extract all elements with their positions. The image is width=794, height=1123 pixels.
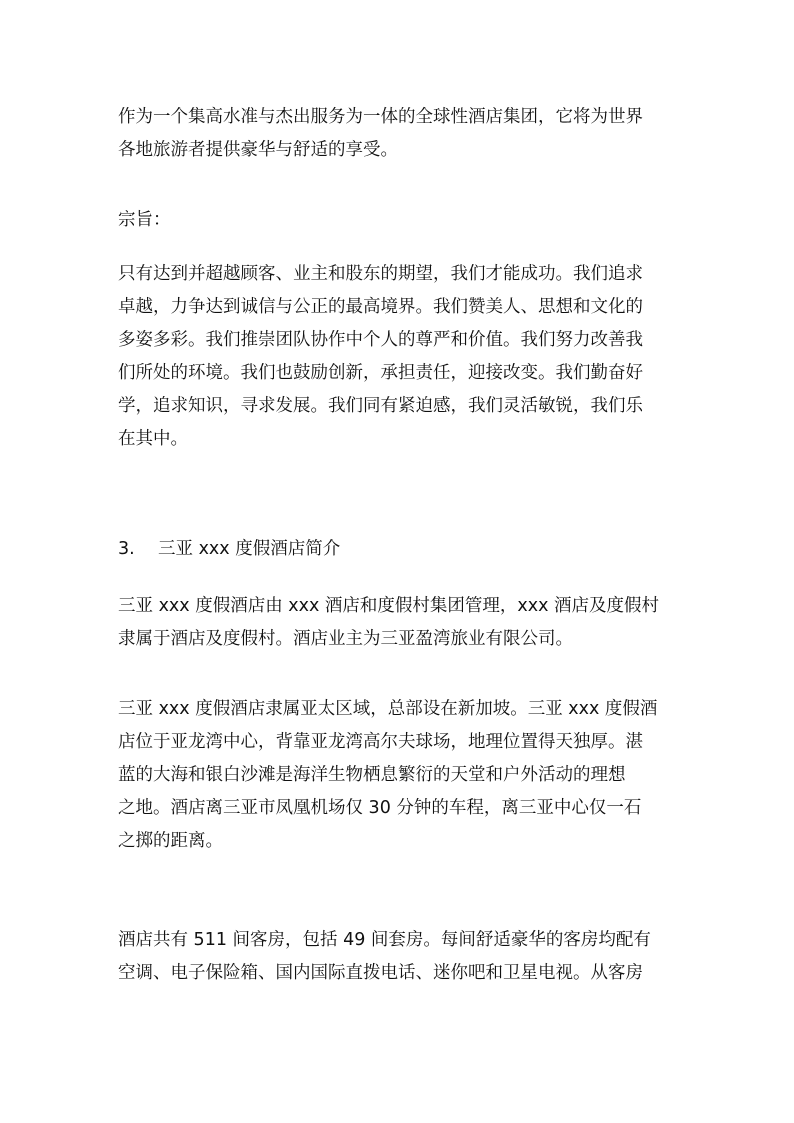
text-line: 空调、电子保险箱、国内国际直拨电话、迷你吧和卫星电视。从客房 [118,963,643,983]
text-line: 在其中。 [118,429,188,449]
section-number: 3. [118,539,135,559]
text-line: 多姿多彩。我们推崇团队协作中个人的尊严和价值。我们努力改善我 [118,330,643,350]
text-line: 作为一个集高水准与杰出服务为一体的全球性酒店集团，它将为世界 [118,107,643,127]
text-line: 们所处的环境。我们也鼓励创新，承担责任，迎接改变。我们勤奋好 [118,363,643,383]
purpose-paragraph [118,258,688,456]
text-line: 之掷的距离。 [118,831,223,851]
management-paragraph [118,590,688,656]
text-line: 蓝的大海和银白沙滩是海洋生物栖息繁衍的天堂和户外活动的理想 [118,765,626,785]
location-paragraph [118,693,688,858]
text-line: 只有达到并超越顾客、业主和股东的期望，我们才能成功。我们追求 [118,264,643,284]
section-heading [118,533,688,566]
text-line: 学，追求知识，寻求发展。我们同有紧迫感，我们灵活敏锐，我们乐 [118,396,643,416]
rooms-paragraph [118,924,688,990]
text-line: 之地。酒店离三亚市凤凰机场仅 30 分钟的车程，离三亚中心仅一石 [118,798,642,818]
section-title: 三亚 xxx 度假酒店简介 [158,539,341,559]
text-line: 宗旨： [118,210,171,230]
text-line: 三亚 xxx 度假酒店隶属亚太区域，总部设在新加坡。三亚 xxx 度假酒 [118,699,658,719]
text-line: 隶属于酒店及度假村。酒店业主为三亚盈湾旅业有限公司。 [118,629,573,649]
text-line: 各地旅游者提供豪华与舒适的享受。 [118,140,398,160]
text-line: 店位于亚龙湾中心，背靠亚龙湾高尔夫球场，地理位置得天独厚。湛 [118,732,643,752]
purpose-label [118,204,688,237]
intro-paragraph [118,101,688,167]
text-line: 三亚 xxx 度假酒店由 xxx 酒店和度假村集团管理，xxx 酒店及度假村 [118,596,660,616]
text-line: 酒店共有 511 间客房，包括 49 间套房。每间舒适豪华的客房均配有 [118,930,651,950]
text-line: 卓越，力争达到诚信与公正的最高境界。我们赞美人、思想和文化的 [118,297,643,317]
